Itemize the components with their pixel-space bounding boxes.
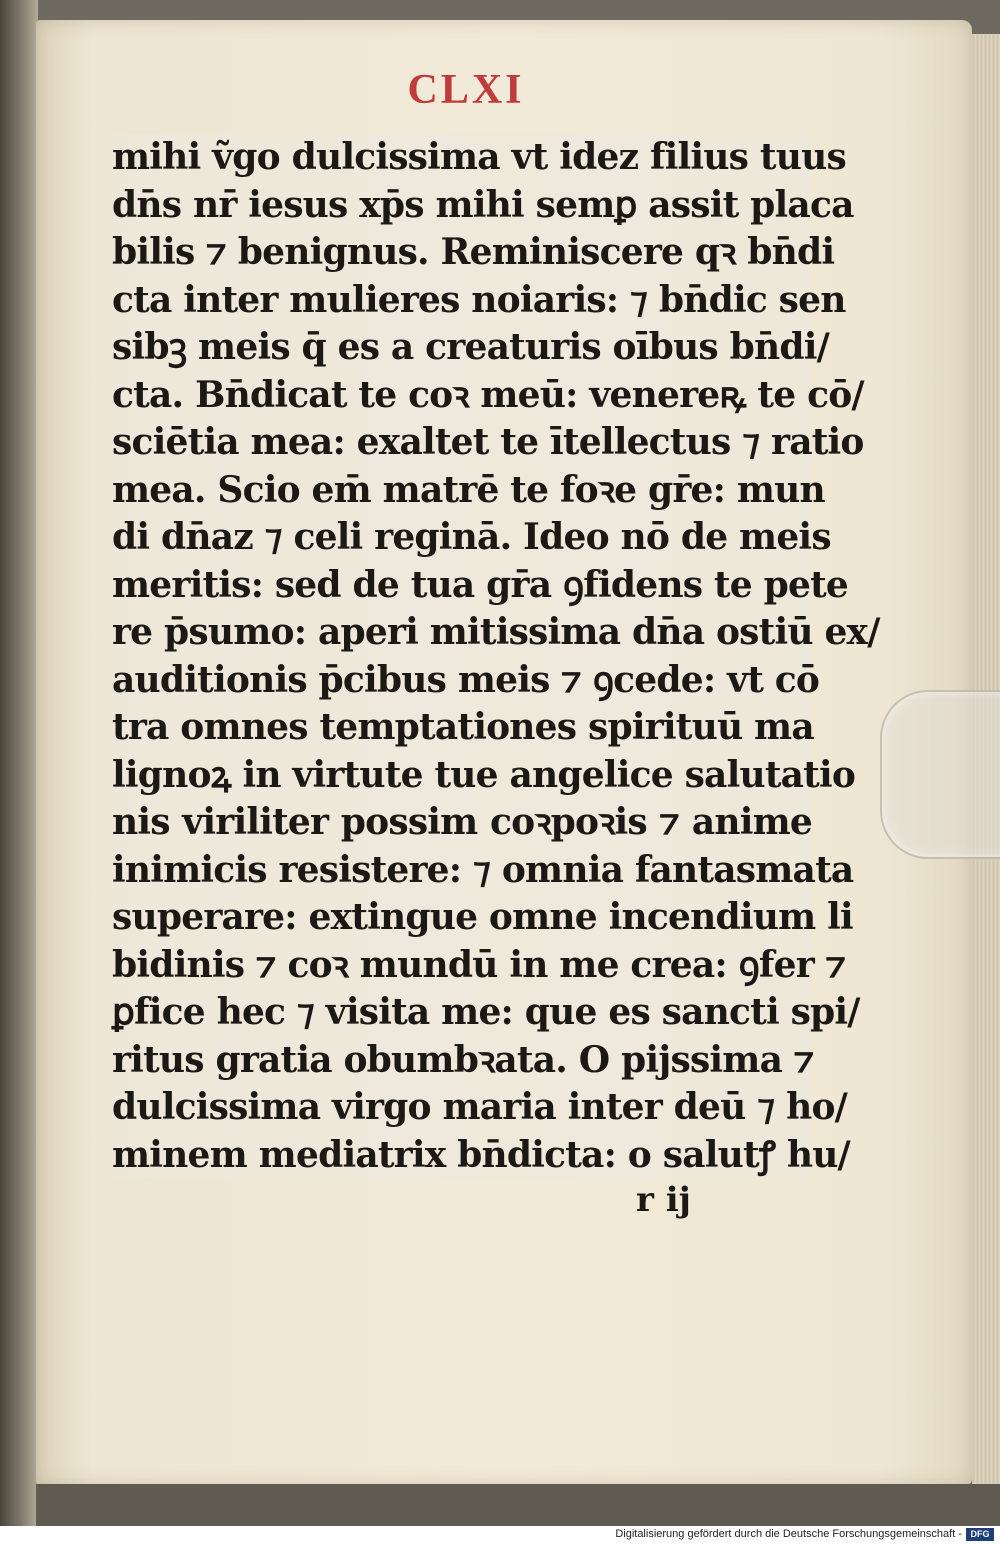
page-bottom-edge [36, 1484, 1000, 1526]
text-line: bilis ⁊ benignus. Reminiscere qꝛ bn̄di [112, 231, 835, 273]
text-line: dulcissima virgo maria inter deū ⁊ ho/ [112, 1086, 848, 1128]
text-line: mea. Scio em̄ matrē te foꝛe gr̄e: mun [112, 468, 825, 511]
text-line: di dn̄az ⁊ celi reginā. Ideo nō de meis [112, 516, 831, 558]
text-line: cta. Bn̄dicat te coꝛ meū: venereꝶ te cō/ [112, 373, 864, 416]
text-line: re p̄sumo: aperi mitissima dn̄a ostiū ex/ [112, 611, 880, 653]
text-line: ꝑfice hec ⁊ visita me: que es sancti spi/ [112, 991, 860, 1033]
text-line: auditionis p̄cibus meis ⁊ ꝯcede: vt cō [112, 658, 820, 701]
signature-mark: r ij [636, 1180, 691, 1220]
text-line: superare: extingue omne incendium li [112, 896, 853, 938]
digitization-credit: Digitalisierung gefördert durch die Deutsche Forschungsgemeinschaft - [615, 1528, 962, 1540]
text-line: cta inter mulieres noiaris: ⁊ bn̄dic sen [112, 278, 846, 321]
text-line: mihi ṽgo dulcissima vt idez filius tuus [112, 136, 846, 178]
page-clip [880, 690, 1000, 859]
folio-number: CLXI [407, 67, 525, 113]
text-line: ritus gratia obumbꝛata. O pijssima ⁊ [112, 1038, 814, 1081]
text-line: nis viriliter possim coꝛpoꝛis ⁊ anime [112, 801, 812, 843]
text-line: lignoꝝ in virtute tue angelice salutatio [112, 753, 856, 796]
text-line: tra omnes temptationes spirituū ma [112, 706, 814, 748]
dfg-logo: DFG [966, 1528, 994, 1541]
text-line: sciētia mea: exaltet te ītellectus ⁊ ratio [112, 421, 864, 463]
text-line: meritis: sed de tua gr̄a ꝯfidens te pete [112, 563, 849, 606]
text-line: minem mediatrix bn̄dicta: o salutꝭ hu/ [112, 1133, 850, 1176]
text-block [112, 134, 880, 1179]
text-line: dn̄s nr̄ iesus xp̄s mihi semꝑ assit placa [112, 183, 854, 226]
text-line: bidinis ⁊ coꝛ mundū in me crea: ꝯfer ⁊ [112, 943, 846, 986]
text-line: inimicis resistere: ⁊ omnia fantasmata [112, 848, 854, 891]
book-binding [0, 0, 38, 1526]
text-line: sibꝫ meis q̄ es a creaturis oībus bn̄di/ [112, 326, 829, 368]
